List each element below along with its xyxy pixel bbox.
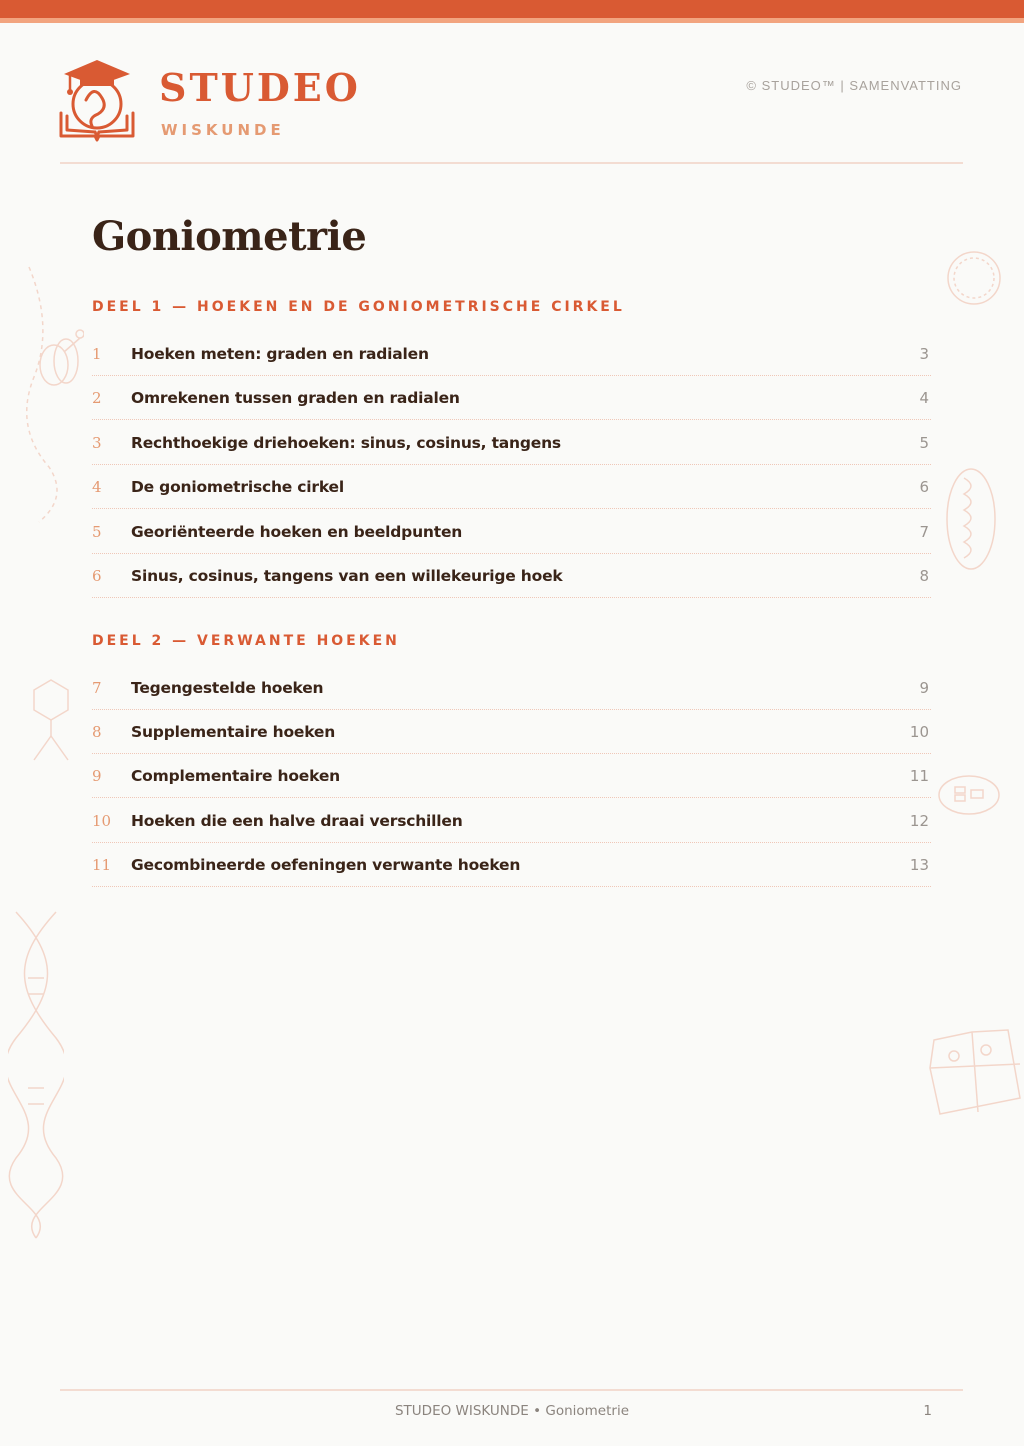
section-heading-deel-1: DEEL 1 — HOEKEN EN DE GONIOMETRISCHE CIRKEL [92,299,625,315]
section-heading-deel-2: DEEL 2 — VERWANTE HOEKEN [92,633,400,649]
toc-entry-title: Hoeken meten: graden en radialen [131,345,429,363]
brand-subject: WISKUNDE [161,121,285,139]
toc-entry[interactable] [92,332,931,376]
circle-decoration-icon [944,248,1004,308]
toc-entry[interactable] [92,843,931,887]
cell-tissue-decoration-icon [928,1028,1022,1118]
graduation-cap-logo-icon [58,58,138,144]
toc-entry-title: Omrekenen tussen graden en radialen [131,389,460,407]
toc-entry-title: Sinus, cosinus, tangens van een willekeurige hoek [131,567,563,585]
toc-entry-page: 6 [919,478,929,496]
toc-entry-page: 3 [919,345,929,363]
toc-entry-number: 5 [92,523,102,541]
dna-helix-decoration-icon [8,908,64,1242]
footer-label: STUDEO WISKUNDE • Goniometrie [394,1403,630,1419]
toc-entry[interactable] [92,554,931,598]
toc-entry[interactable] [92,376,931,420]
toc-entry-number: 7 [92,679,102,697]
toc-entry-page: 10 [909,723,929,741]
brand-name: STUDEO [159,65,361,110]
cell-sketch-decoration-icon [14,262,84,524]
toc-entry-number: 2 [92,389,102,407]
toc-entry-title: Gecombineerde oefeningen verwante hoeken [131,856,521,874]
toc-entry-page: 8 [919,567,929,585]
footer-page-number: 1 [923,1403,932,1419]
toc-entry-page: 4 [919,389,929,407]
copyright-notice: © STUDEO™ | SAMENVATTING [746,78,962,93]
toc-entry[interactable] [92,421,931,465]
toc-entry-page: 7 [919,523,929,541]
toc-entry-page: 11 [909,767,929,785]
toc-entry[interactable] [92,799,931,843]
toc-entry-number: 8 [92,723,102,741]
molecule-decoration-icon [28,676,74,766]
header-divider [60,162,963,164]
toc-entry-number: 10 [92,812,112,830]
cell-oval-decoration-icon [936,772,1002,818]
toc-entry-page: 12 [909,812,929,830]
toc-entry[interactable] [92,465,931,509]
page-title: Goniometrie [92,213,367,260]
toc-entry[interactable] [92,510,931,554]
toc-entry-number: 3 [92,434,102,452]
toc-entry[interactable] [92,754,931,798]
toc-entry-title: De goniometrische cirkel [131,478,344,496]
toc-entry-title: Rechthoekige driehoeken: sinus, cosinus, tangens [131,434,561,452]
toc-entry-page: 13 [909,856,929,874]
toc-entry[interactable] [92,666,931,710]
toc-entry-number: 6 [92,567,102,585]
top-accent-bar [0,0,1024,18]
toc-entry-title: Georiënteerde hoeken en beeldpunten [131,523,463,541]
toc-entry-number: 4 [92,478,102,496]
toc-entry-title: Complementaire hoeken [131,767,340,785]
top-accent-stripe [0,18,1024,23]
toc-entry-title: Tegengestelde hoeken [131,679,324,697]
toc-entry-number: 9 [92,767,102,785]
mitochondrion-decoration-icon [944,466,998,572]
toc-entry-number: 11 [92,856,112,874]
toc-entry-page: 9 [919,679,929,697]
toc-entry-title: Supplementaire hoeken [131,723,336,741]
toc-entry[interactable] [92,710,931,754]
toc-entry-title: Hoeken die een halve draai verschillen [131,812,463,830]
toc-entry-number: 1 [92,345,102,363]
toc-entry-page: 5 [919,434,929,452]
footer-divider [60,1389,963,1391]
